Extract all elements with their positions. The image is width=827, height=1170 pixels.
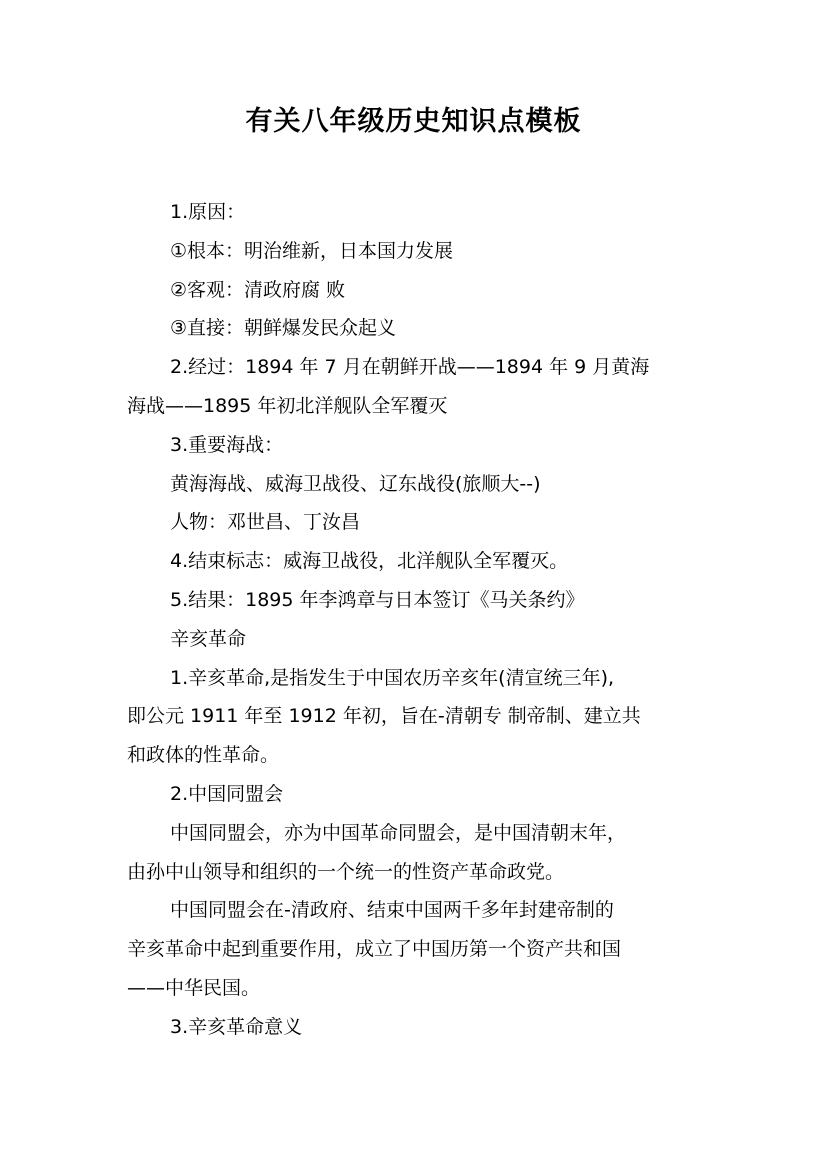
- text-line: 4.结束标志：威海卫战役，北洋舰队全军覆灭。: [170, 550, 569, 573]
- text-line: 中国同盟会在-清政府、结束中国两千多年封建帝制的: [170, 899, 614, 922]
- document-title: 有关八年级历史知识点模板: [245, 106, 582, 137]
- text-line: 人物：邓世昌、丁汝昌: [170, 511, 361, 534]
- text-line: ①根本：明治维新，日本国力发展: [170, 239, 454, 262]
- text-line: 1.原因：: [170, 201, 246, 223]
- text-line: 辛亥革命: [170, 627, 247, 650]
- text-line: ③直接：朝鲜爆发民众起义: [170, 317, 397, 340]
- text-line: 5.结果：1895 年李鸿章与日本签订《马关条约》: [170, 588, 585, 611]
- text-line: 3.辛亥革命意义: [170, 1015, 303, 1038]
- text-line: 3.重要海战：: [170, 433, 284, 456]
- text-line: 和政体的性革命。: [127, 744, 280, 767]
- text-line: 海战——1895 年初北洋舰队全军覆灭: [127, 394, 448, 417]
- text-line: 2.经过：1894 年 7 月在朝鲜开战——1894 年 9 月黄海: [170, 356, 650, 379]
- text-line: ——中华民国。: [127, 976, 261, 999]
- document-body: [127, 193, 707, 1047]
- text-line: 辛亥革命中起到重要作用，成立了中国历第一个资产共和国: [127, 938, 622, 961]
- text-line: ②客观：清政府腐 败: [170, 278, 346, 301]
- text-line: 即公元 1911 年至 1912 年初，旨在-清朝专 制帝制、建立共: [127, 705, 641, 728]
- text-line: 1.辛亥革命,是指发生于中国农历辛亥年(清宣统三年),: [170, 666, 615, 689]
- text-line: 由孙中山领导和组织的一个统一的性资产革命政党。: [127, 860, 565, 883]
- text-line: 2.中国同盟会: [170, 782, 284, 805]
- text-line: 中国同盟会，亦为中国革命同盟会，是中国清朝末年，: [170, 821, 627, 844]
- text-line: 黄海海战、威海卫战役、辽东战役(旅顺大--): [170, 472, 541, 495]
